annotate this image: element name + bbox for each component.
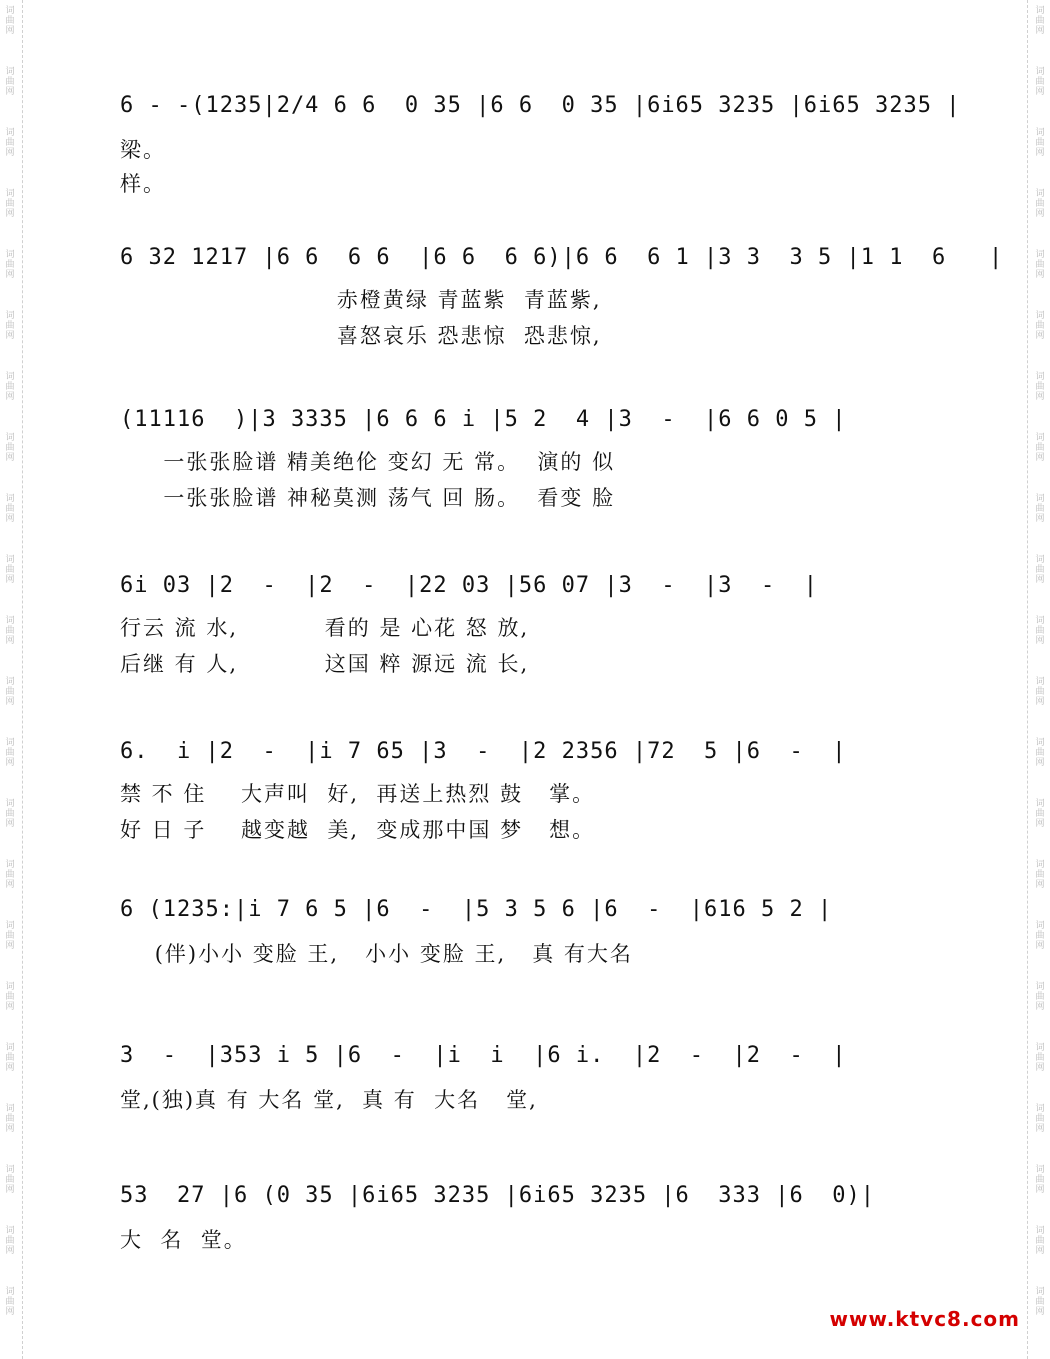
score-system-6 [120,890,950,980]
watermark-tile: 词 曲 网 [5,250,15,280]
watermark-tile: 词 曲 网 [1035,250,1045,280]
score-system-8 [120,1176,950,1266]
lyric-verse-2: 样。 [120,172,166,196]
left-page-edge [22,0,23,1359]
notation-line: 3 - |353 i 5 |6 - |i i |6 i. |2 - |2 - | [120,1043,847,1068]
watermark-tile: 词 曲 网 [5,128,15,158]
watermark-tile: 词 曲 网 [5,555,15,585]
notation-line: 6 (1235:|i 7 6 5 |6 - |5 3 5 6 |6 - |616 5 2 | [120,897,833,922]
lyric-verse-1: 禁 不 住 大声叫 好, 再送上热烈 鼓 掌。 [120,782,596,806]
lyric-verse-1: 大 名 堂。 [120,1228,247,1252]
lyric-verse-2: 喜怒哀乐 恐悲惊 恐悲惊, [120,324,602,348]
watermark-tile: 词 曲 网 [5,433,15,463]
lyric-verse-2: 后继 有 人, 这国 粹 源远 流 长, [120,652,530,676]
notation-line: 6. i |2 - |i 7 65 |3 - |2 2356 |72 5 |6 - | [120,739,847,764]
watermark-tile: 词 曲 网 [5,1104,15,1134]
watermark-tile: 词 曲 网 [1035,1226,1045,1256]
lyric-verse-1: 梁。 [120,138,166,162]
watermark-tile: 词 曲 网 [5,860,15,890]
score-system-4 [120,566,950,686]
score-system-5 [120,732,950,852]
left-watermark-strip [0,0,20,1359]
watermark-tile: 词 曲 网 [5,1043,15,1073]
watermark-tile: 词 曲 网 [1035,1043,1045,1073]
watermark-tile: 词 曲 网 [1035,128,1045,158]
watermark-tile: 词 曲 网 [5,921,15,951]
watermark-tile: 词 曲 网 [1035,6,1045,36]
lyric-verse-1: 赤橙黄绿 青蓝紫 青蓝紫, [120,288,602,312]
watermark-tile: 词 曲 网 [1035,372,1045,402]
watermark-tile: 词 曲 网 [5,616,15,646]
notation-line: (11116 )|3 3335 |6 6 6 i |5 2 4 |3 - |6 6 0 5 | [120,407,847,432]
watermark-tile: 词 曲 网 [5,738,15,768]
score-system-7 [120,1036,950,1126]
notation-line: 6 32 1217 |6 6 6 6 |6 6 6 6)|6 6 6 1 |3 3 3 5 |1 1 6 | [120,245,1004,270]
lyric-verse-1: 行云 流 水, 看的 是 心花 怒 放, [120,616,530,640]
watermark-tile: 词 曲 网 [5,372,15,402]
watermark-tile: 词 曲 网 [1035,860,1045,890]
watermark-tile: 词 曲 网 [5,799,15,829]
right-page-edge [1027,0,1028,1359]
right-watermark-strip [1030,0,1050,1359]
watermark-tile: 词 曲 网 [1035,1287,1045,1317]
score-system-2 [120,238,1004,358]
lyric-verse-1: 一张张脸谱 精美绝伦 变幻 无 常。 演的 似 [120,450,616,474]
watermark-tile: 词 曲 网 [1035,982,1045,1012]
watermark-tile: 词 曲 网 [5,982,15,1012]
watermark-tile: 词 曲 网 [1035,494,1045,524]
score-system-3 [120,400,950,520]
watermark-tile: 词 曲 网 [1035,921,1045,951]
watermark-tile: 词 曲 网 [5,494,15,524]
watermark-tile: 词 曲 网 [1035,677,1045,707]
watermark-tile: 词 曲 网 [5,6,15,36]
watermark-tile: 词 曲 网 [5,1165,15,1195]
watermark-tile: 词 曲 网 [5,1287,15,1317]
watermark-tile: 词 曲 网 [1035,738,1045,768]
watermark-tile: 词 曲 网 [1035,1104,1045,1134]
watermark-tile: 词 曲 网 [1035,799,1045,829]
site-watermark-url: www.ktvc8.com [829,1307,1020,1331]
lyric-verse-1: (伴)小小 变脸 王, 小小 变脸 王, 真 有大名 [120,942,633,966]
lyric-verse-1: 堂,(独)真 有 大名 堂, 真 有 大名 堂, [120,1088,538,1112]
lyric-verse-2: 一张张脸谱 神秘莫测 荡气 回 肠。 看变 脸 [120,486,616,510]
watermark-tile: 词 曲 网 [5,1226,15,1256]
notation-line: 6 - -(1235|2/4 6 6 0 35 |6 6 0 35 |6i65 3235 |6i65 3235 | [120,93,961,118]
watermark-tile: 词 曲 网 [5,189,15,219]
notation-line: 6i 03 |2 - |2 - |22 03 |56 07 |3 - |3 - | [120,573,819,598]
watermark-tile: 词 曲 网 [5,67,15,97]
watermark-tile: 词 曲 网 [1035,67,1045,97]
watermark-tile: 词 曲 网 [1035,555,1045,585]
watermark-tile: 词 曲 网 [1035,189,1045,219]
watermark-tile: 词 曲 网 [1035,311,1045,341]
watermark-tile: 词 曲 网 [1035,1165,1045,1195]
watermark-tile: 词 曲 网 [5,311,15,341]
watermark-tile: 词 曲 网 [1035,616,1045,646]
lyric-verse-2: 好 日 子 越变越 美, 变成那中国 梦 想。 [120,818,596,842]
notation-line: 53 27 |6 (0 35 |6i65 3235 |6i65 3235 |6 333 |6 0)| [120,1183,875,1208]
score-system-1 [120,86,961,206]
watermark-tile: 词 曲 网 [1035,433,1045,463]
watermark-tile: 词 曲 网 [5,677,15,707]
